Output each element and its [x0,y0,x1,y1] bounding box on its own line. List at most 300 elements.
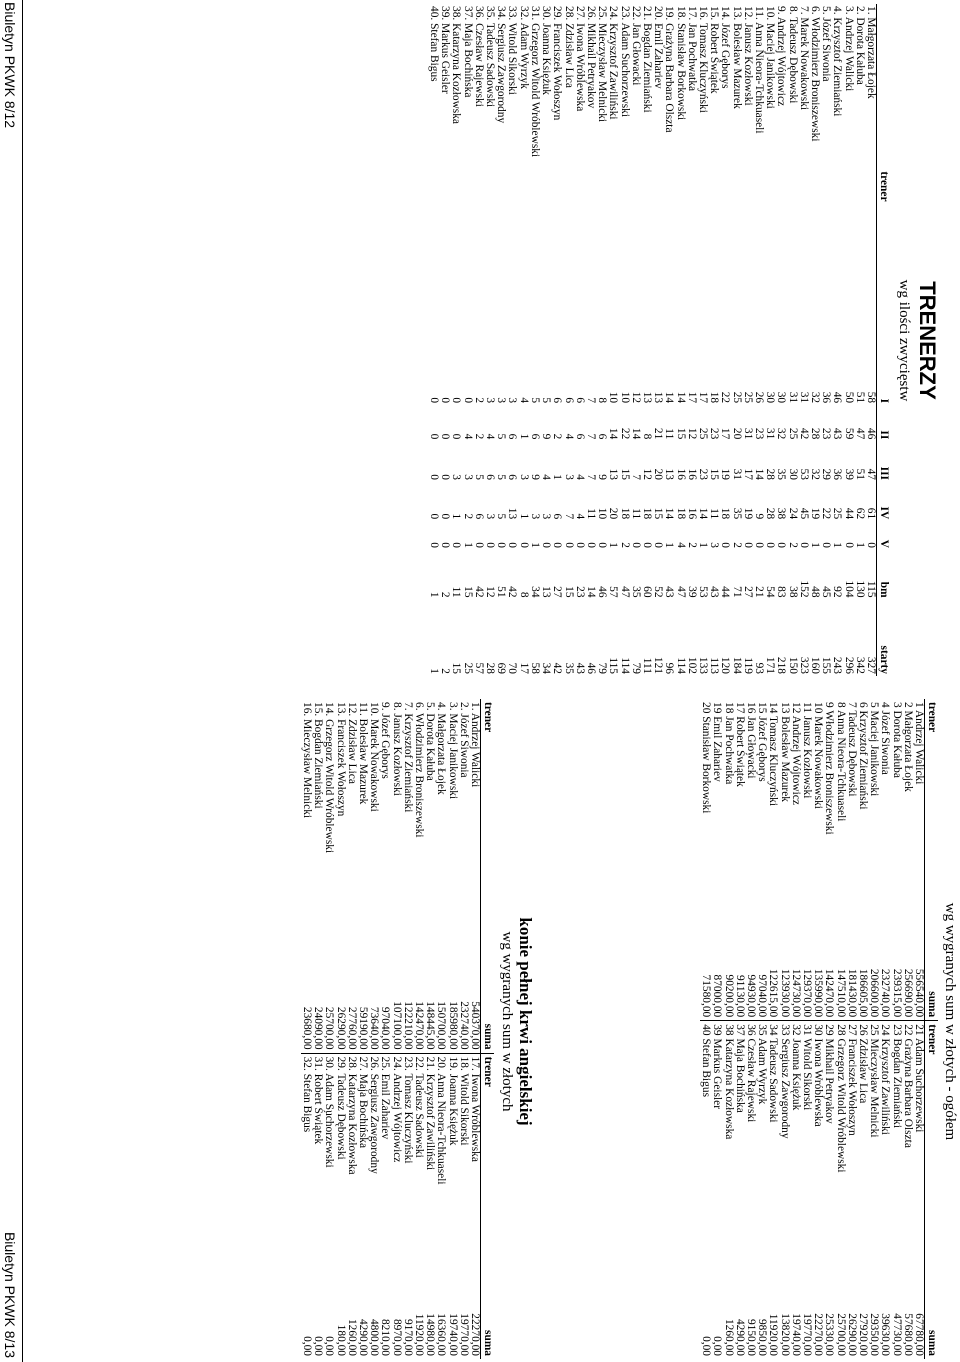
count-cell: 10 [607,391,620,404]
tb-col-trener-1: trener [481,699,495,961]
trainer-name: 4. Krzysztof Ziemiański [831,6,844,117]
count-cell: 120 [719,656,732,674]
count-cell: 0 [439,474,452,480]
sum-cell: 122210,00 [401,1001,414,1050]
count-cell: 3 [484,513,497,520]
sum-cell: 25700,00 [323,1006,336,1050]
count-cell: 83 [775,586,788,598]
sum-cell: 27920,00 [856,1313,869,1356]
sum-cell: 8210,00 [379,1318,392,1356]
trainer-name: 24. Krzysztof Zawiliński [607,6,620,120]
sum-cell: 540370,00 [469,1001,481,1050]
sum-cell: 73640,00 [368,1006,381,1050]
count-cell: 10 [596,507,609,520]
count-cell: 27 [741,586,754,598]
sum-cell: 239315,00 [890,968,903,1018]
count-cell: 4 [562,433,575,440]
sum-cell: 1260,00 [345,1318,358,1356]
count-cell: 44 [842,507,855,520]
sum-cell: 87000,00 [711,974,724,1018]
table-row [495,4,506,676]
count-cell: 93 [752,662,765,674]
count-cell: 18 [708,391,721,404]
sum-cell: 185980,00 [446,1001,459,1050]
count-cell: 7 [562,513,575,520]
count-cell: 31 [786,391,799,404]
count-cell: 18 [674,507,687,520]
count-cell: 6 [573,397,586,404]
count-cell: 243 [831,656,844,674]
count-cell: 1 [517,513,530,520]
count-cell: 47 [674,586,687,598]
sum-cell: 9850,00 [756,1318,769,1356]
count-cell: 6 [562,397,575,404]
count-cell: 25 [831,507,844,520]
trainer-name: 17. Iwona Wróblewska [469,1053,481,1278]
trainer-name: 17. Jan Pochwatka [685,6,698,92]
count-cell: 19 [719,468,732,480]
count-cell: 23 [820,427,833,440]
count-cell: 2 [786,542,799,548]
trainer-name: 6 Krzysztof Ziemiański [856,702,869,810]
count-cell: 44 [719,586,732,598]
sum-cell: 39630,00 [879,1313,892,1356]
trainer-name: 4. Małgorzata Łojek [435,702,448,795]
count-cell: 0 [540,542,553,548]
count-cell: 0 [484,542,497,548]
table-row [439,4,450,676]
trainer-name: 37 Maja Bochińska [734,1021,745,1278]
count-cell: 16 [685,468,698,480]
trainer-name: 30 Iwona Wróblewska [812,1021,823,1278]
count-cell: 4 [461,433,474,440]
trainer-name: 30. Adam Suchorzewski [323,1053,334,1278]
count-cell: 27 [551,586,564,598]
count-cell: 3 [562,474,575,480]
trainer-name: 31. Grzegorz Witold Wróblewski [528,6,541,158]
count-cell: 6 [528,433,541,440]
table-row [756,699,767,1359]
count-cell: 42 [472,586,485,598]
count-cell: 17 [719,427,732,440]
count-cell: 35 [629,586,642,598]
sum-cell: 1260,00 [722,1318,735,1356]
count-cell: 8 [517,591,530,598]
sum-cell: 19770,00 [457,1313,470,1356]
trainer-name: 25. Emil Zahariev [379,1053,390,1278]
table-row [831,4,842,676]
trainer-name: 35 Adam Wyrzyk [756,1021,767,1278]
count-cell: 6 [551,513,564,520]
sum-cell: 181430,00 [845,968,858,1018]
wins-header-row [877,4,891,676]
trainer-name: 23. Tomasz Kluczyński [402,1053,413,1278]
count-cell: 62 [853,507,866,520]
sum-cell: 147510,00 [834,968,847,1018]
count-cell: 48 [808,586,821,598]
table-row [450,4,461,676]
count-cell: 342 [853,656,866,674]
count-cell: 13 [607,468,620,480]
count-cell: 25 [741,391,754,404]
trainer-name: 21 Adam Suchorzewski [913,1021,925,1278]
count-cell: 114 [618,657,631,674]
page-footer: Biuletyn PKWK 8/13 [2,1231,18,1358]
count-cell: 133 [696,656,709,674]
table-row [630,4,641,676]
count-cell: 13 [540,586,553,598]
trainer-name: 22. Jan Głowacki [629,6,642,86]
count-cell: 58 [528,662,541,674]
count-cell: 53 [696,586,709,598]
count-cell: 130 [853,580,866,598]
col-II: II [877,405,891,441]
count-cell: 0 [764,542,777,548]
page-title: TRENERZY [915,281,940,400]
count-cell: 14 [607,427,620,440]
trainer-name: 14. Józef Gęborys [719,6,732,89]
table-row [846,699,857,1359]
col-IV: IV [877,482,891,521]
count-cell: 42 [551,662,564,674]
table-row [585,4,596,676]
sum-cell: 71580,00 [700,974,713,1018]
table-row [435,699,446,1359]
table-row [767,699,778,1359]
count-cell: 0 [461,397,474,404]
table-row [461,4,472,676]
count-cell: 3 [540,513,553,520]
count-cell: 9 [540,433,553,440]
sum-cell: 232740,00 [879,968,892,1018]
count-cell: 0 [752,542,765,548]
trainer-name: 36. Czesław Rajewski [472,6,485,107]
sum-cell: 142470,00 [823,968,836,1018]
trainer-name: 18. Stanisław Borkowski [674,6,687,121]
table-row [722,699,733,1359]
count-cell: 28 [808,427,821,440]
trainer-name: 27. Maja Bochińska [357,1053,368,1278]
count-cell: 5 [495,513,508,520]
count-cell: 4 [517,397,530,404]
count-cell: 5 [495,474,508,480]
trainer-name: 24. Andrzej Wójtowicz [390,1053,401,1278]
sums-col-trener-1: trener [925,699,939,929]
sum-cell: 150700,00 [435,1001,448,1050]
count-cell: 70 [506,662,519,674]
count-cell: 1 [528,542,541,548]
count-cell: 53 [797,468,810,480]
count-cell: 2 [730,542,743,548]
count-cell: 14 [752,468,765,480]
count-cell: 17 [696,391,709,404]
count-cell: 46 [865,427,877,440]
count-cell: 1 [428,668,441,674]
sum-cell: 556540,00 [913,968,925,1018]
trainer-name: 34 Tadeusz Sadowski [767,1021,778,1278]
table-row [428,4,439,676]
count-cell: 38 [786,586,799,598]
trainer-name: 35. Tadeusz Sadowski [484,6,497,108]
wins-table [428,4,890,676]
count-cell: 23 [573,586,586,598]
trainer-name: 14. Grzegorz Witold Wróblewski [323,702,336,854]
count-cell: 46 [584,662,597,674]
table-row [842,4,853,676]
count-cell: 7 [629,474,642,480]
sum-cell: 0,00 [711,1336,724,1356]
count-cell: 38 [775,507,788,520]
sum-cell: 97040,00 [756,974,769,1018]
sum-cell: 90200,00 [722,974,735,1018]
count-cell: 20 [607,507,620,520]
col-bm: bm [877,550,891,600]
count-cell: 28 [764,468,777,480]
trainer-name: 7 Tadeusz Dębowski [845,702,858,797]
trainer-name: 37. Maja Bochińska [461,6,474,98]
sum-cell: 0,00 [700,1336,713,1356]
trainer-name: 6. Włodzimierz Broniszewski [412,702,425,838]
count-cell: 1 [696,542,709,548]
trainer-name: 20. Emil Zahariev [652,6,665,89]
count-cell: 5 [528,397,541,404]
trainer-name: 26. Mikhail Petryakov [584,6,597,109]
right-page [0,681,960,1362]
trainer-name: 21. Krzysztof Zawiliński [424,1053,435,1278]
table-row [379,699,390,1359]
count-cell: 0 [562,542,575,548]
trainer-name: 33 Sergiusz Zawgorodny [778,1021,789,1278]
trainer-name: 20. Anna Nieora-Tchkuaseli [435,1053,446,1278]
count-cell: 1 [808,542,821,548]
table-row [402,699,413,1359]
table-row [812,699,823,1359]
count-cell: 160 [808,656,821,674]
count-cell: 0 [820,542,833,548]
count-cell: 15 [618,468,631,480]
sum-cell: 19740,00 [789,1313,802,1356]
trainer-name: 9 Włodzimierz Broniszewski [823,702,836,835]
count-cell: 36 [820,391,833,404]
count-cell: 6 [596,433,609,440]
count-cell: 0 [428,433,441,440]
table-row [879,699,890,1359]
count-cell: 14 [629,427,642,440]
sum-cell: 27760,00 [345,1006,358,1050]
count-cell: 8 [640,433,653,440]
trainer-name: 7. Krzysztof Ziemiański [401,702,414,813]
trainer-name: 14 Tomasz Kluczyński [767,702,780,807]
count-cell: 113 [708,657,721,674]
count-cell: 35 [775,468,788,480]
sum-cell: 16360,00 [435,1313,448,1356]
count-cell: 0 [428,542,441,548]
count-cell: 114 [674,657,687,674]
count-cell: 47 [865,468,877,480]
count-cell: 4 [540,474,553,480]
count-cell: 0 [428,474,441,480]
trainer-name: 12. Janusz Kozłowski [741,6,754,106]
sum-cell: 124730,00 [789,968,802,1018]
count-cell: 22 [719,391,732,404]
sum-cell: 47730,00 [890,1313,903,1356]
count-cell: 2 [439,591,452,598]
section-subtitle: wg wygranych sum w złotych [499,931,515,1112]
count-cell: 57 [607,586,620,598]
page-footer: Biuletyn PKWK 8/12 [2,2,18,129]
sum-cell: 57680,00 [901,1313,914,1356]
sum-cell: 25700,00 [834,1313,847,1356]
sum-cell: 180,00 [334,1324,347,1356]
count-cell: 17 [741,468,754,480]
count-cell: 39 [842,468,855,480]
count-cell: 11 [629,508,642,520]
table-row [809,4,820,676]
trainer-name: 5. Dorota Kałuba [424,702,437,781]
count-cell: 71 [730,586,743,598]
trainer-name: 4 Józef Siwonia [879,702,892,775]
sum-cell: 107100,00 [390,1001,403,1050]
table-row [674,4,685,676]
sum-cell: 25330,00 [823,1313,836,1356]
table-row [786,4,797,676]
count-cell: 0 [573,542,586,548]
count-cell: 8 [596,397,609,404]
trainer-name: 13. Franciszek Wołoszyn [334,702,347,817]
sums-subtitle: wg wygranych sum w złotych - ogółem [942,902,958,1141]
count-cell: 1 [450,513,463,520]
count-cell: 9 [528,474,541,480]
count-cell: 3 [495,397,508,404]
count-cell: 30 [786,468,799,480]
count-cell: 25 [730,391,743,404]
trainer-name: 15 Józef Gęborys [756,702,769,782]
count-cell: 6 [506,433,519,440]
count-cell: 10 [618,391,631,404]
count-cell: 15 [450,662,463,674]
count-cell: 102 [685,656,698,674]
count-cell: 1 [853,542,866,548]
trainer-name: 17 Robert Świątek [733,702,746,787]
trainer-name: 30. Joanna Księżuk [540,6,553,95]
count-cell: 15 [708,468,721,480]
table-row [390,699,401,1359]
count-cell: 54 [764,586,777,598]
table-row [708,4,719,676]
trainer-name: 18. Witold Sikorski [458,1053,469,1278]
col-V: V [877,521,891,550]
count-cell: 0 [775,542,788,548]
count-cell: 24 [786,507,799,520]
sums-table [700,699,938,1359]
trainer-name: 24 Krzysztof Zawiliński [879,1021,890,1278]
count-cell: 5 [495,433,508,440]
count-cell: 22 [820,507,833,520]
count-cell: 46 [831,391,844,404]
table-row [458,699,469,1359]
count-cell: 15 [562,586,575,598]
table-row [742,4,753,676]
table-row [641,4,652,676]
count-cell: 32 [775,427,788,440]
count-cell: 34 [528,586,541,598]
count-cell: 31 [797,391,810,404]
count-cell: 12 [685,427,698,440]
table-row [357,699,368,1359]
count-cell: 0 [506,542,519,548]
count-cell: 47 [853,427,866,440]
sum-cell: 0,00 [323,1336,336,1356]
count-cell: 16 [685,507,698,520]
count-cell: 3 [484,397,497,404]
count-cell: 92 [831,586,844,598]
trainer-name: 11. Bolesław Mazurek [356,702,369,805]
count-cell: 0 [517,542,530,548]
trainer-name: 29. Tadeusz Dębowski [334,1053,345,1278]
table-row [473,4,484,676]
table-row [775,4,786,676]
table-row [745,699,756,1359]
count-cell: 20 [730,427,743,440]
count-cell: 30 [775,391,788,404]
trainer-name: 10. Maciej Janikowski [764,6,777,109]
table-row [446,699,457,1359]
count-cell: 17 [517,662,530,674]
trainer-name: 40 Stefan Bigus [700,1021,711,1278]
table-row [334,699,345,1359]
count-cell: 36 [831,468,844,480]
table-row [798,4,809,676]
count-cell: 152 [797,580,810,598]
count-cell: 96 [663,662,676,674]
count-cell: 35 [730,507,743,520]
count-cell: 6 [551,397,564,404]
trainer-name: 12 Andrzej Wójtowicz [789,702,802,805]
sum-cell: 256690,00 [901,968,914,1018]
count-cell: 14 [674,391,687,404]
sum-cell: 11920,00 [412,1313,425,1356]
count-cell: 59 [842,427,855,440]
count-cell: 184 [730,656,743,674]
count-cell: 20 [652,468,665,480]
table-row [913,699,925,1359]
count-cell: 15 [461,586,474,598]
trainer-name: 26. Sergiusz Zawgorodny [368,1053,379,1278]
trainer-name: 15. Robert Świątek [708,6,721,94]
sum-cell: 59190,00 [356,1006,369,1050]
count-cell: 2 [439,668,452,674]
table-row [469,699,481,1359]
count-cell: 60 [640,586,653,598]
count-cell: 3 [461,474,474,480]
count-cell: 17 [685,391,698,404]
table-row [823,699,834,1359]
count-cell: 46 [596,586,609,598]
section-title: konie pełnej krwi angielskiej [516,917,535,1126]
table-row [484,4,495,676]
sums-col-suma-2: suma [925,1278,939,1359]
count-cell: 121 [652,656,665,674]
count-cell: 35 [562,662,575,674]
col-trener: trener [877,4,891,369]
trainer-name: 23 Bogdan Ziemiański [890,1021,901,1278]
trainer-name: 31 Witold Sikorski [801,1021,812,1278]
table-row [753,4,764,676]
count-cell: 2 [472,397,485,404]
table-row [518,4,529,676]
count-cell: 18 [719,507,732,520]
count-cell: 4 [674,542,687,548]
